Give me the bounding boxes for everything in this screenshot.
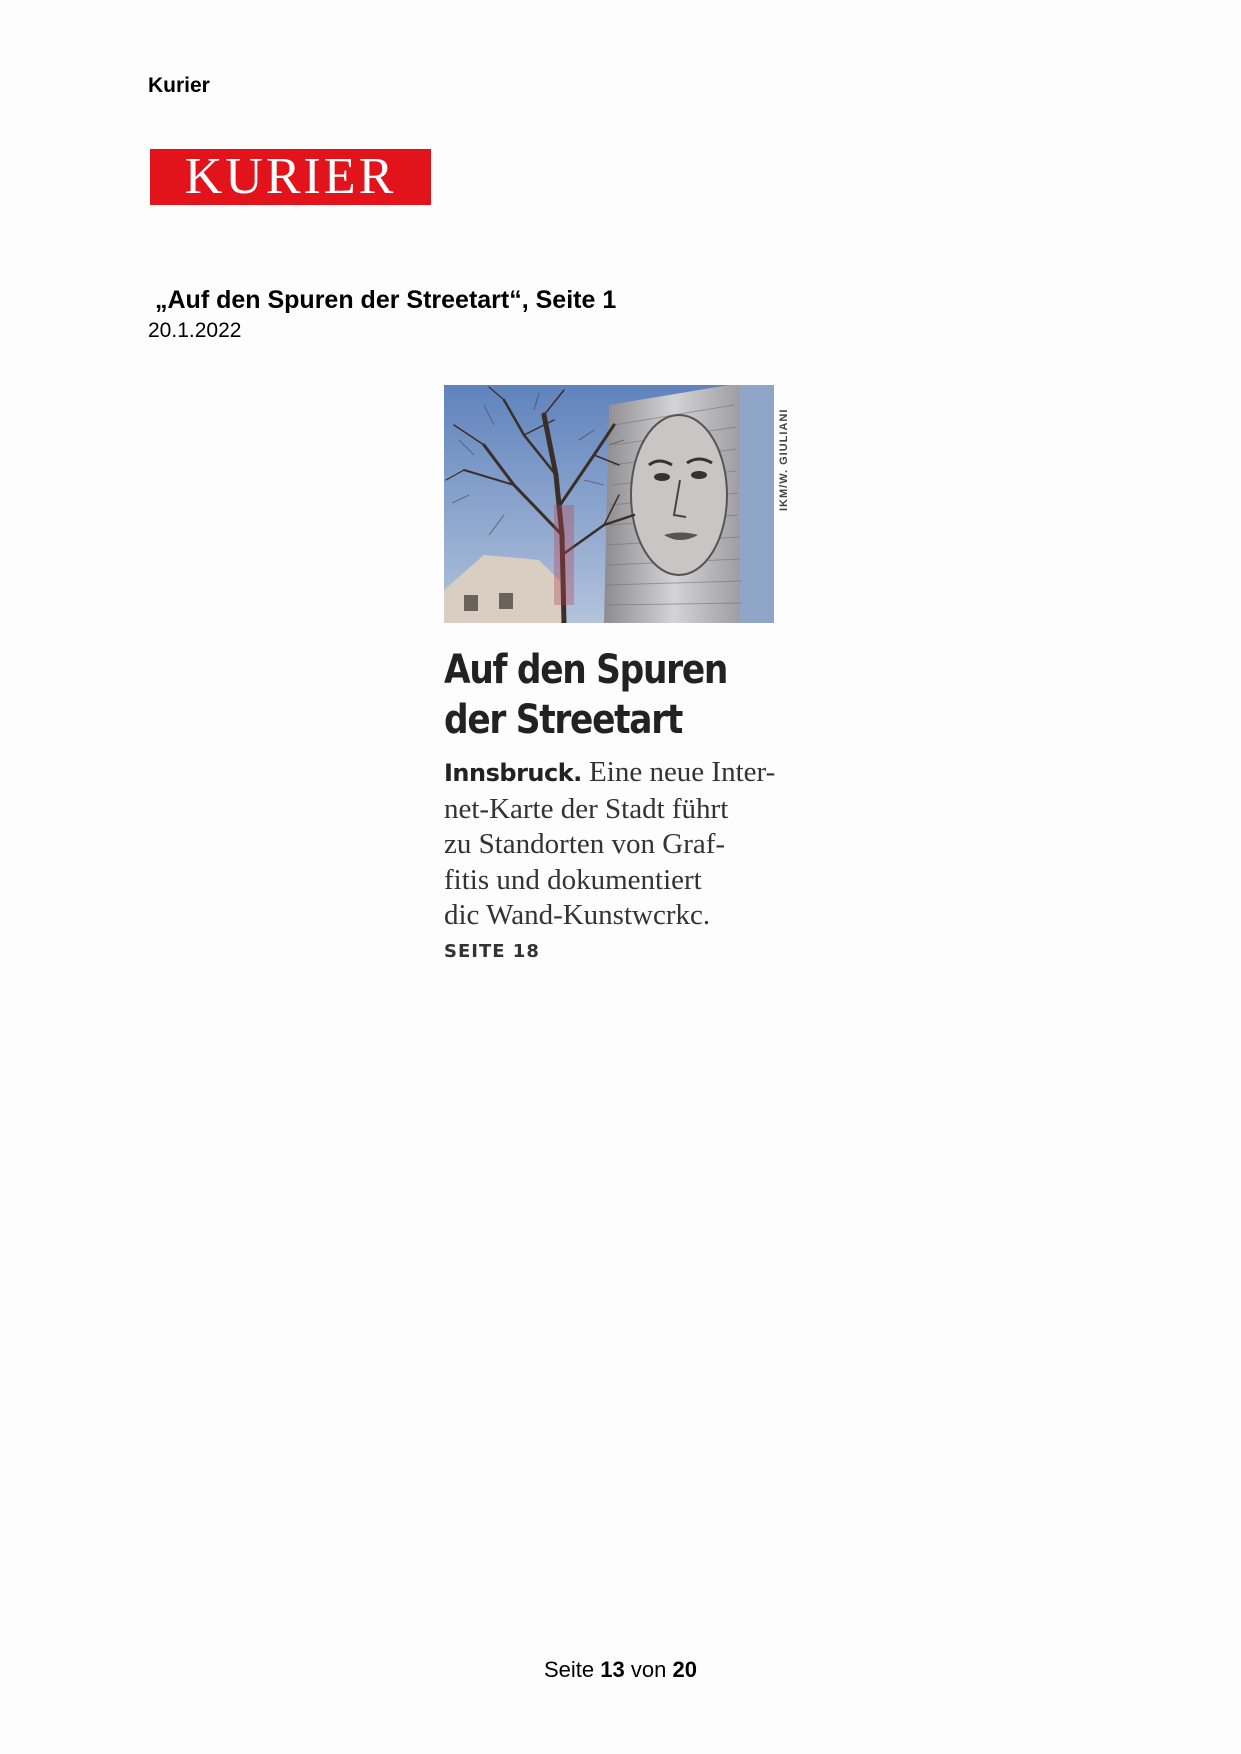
streetart-photo: [444, 385, 774, 623]
photo-credit: IKM/W. GIULIANI: [778, 408, 790, 511]
teaser-line-4: fitis und dokumentiert: [444, 863, 702, 896]
clipping-headline: [444, 645, 736, 745]
teaser-line-2: net-Karte der Stadt führt: [444, 792, 729, 825]
footer-total-pages: 20: [672, 1657, 697, 1682]
teaser-line-1-text: Eine neue Inter-: [589, 756, 776, 788]
teaser-line-5: dic Wand-Kunstwcrkc.: [444, 899, 711, 931]
document-date: 20.1.2022: [148, 319, 242, 342]
teaser-line-3: zu Standorten von Graf-: [444, 828, 726, 860]
headline-line-2: der Streetart: [444, 697, 683, 743]
headline-line-1: Auf den Spuren: [444, 647, 728, 693]
source-name: Kurier: [148, 74, 210, 97]
kurier-logo: KURIER: [150, 149, 431, 205]
footer-current-page: 13: [600, 1657, 625, 1682]
teaser-line-1: [444, 755, 794, 792]
footer-prefix: Seite: [544, 1657, 595, 1682]
teaser-place: Innsbruck.: [444, 759, 582, 787]
see-page-reference: SEITE 18: [444, 941, 540, 962]
document-title: „Auf den Spuren der Streetart“, Seite 1: [155, 286, 617, 314]
clipping-teaser: [444, 755, 794, 934]
footer-separator: von: [630, 1657, 667, 1682]
page-footer: [0, 1657, 1241, 1683]
streetart-photo-graphic: [444, 385, 774, 623]
